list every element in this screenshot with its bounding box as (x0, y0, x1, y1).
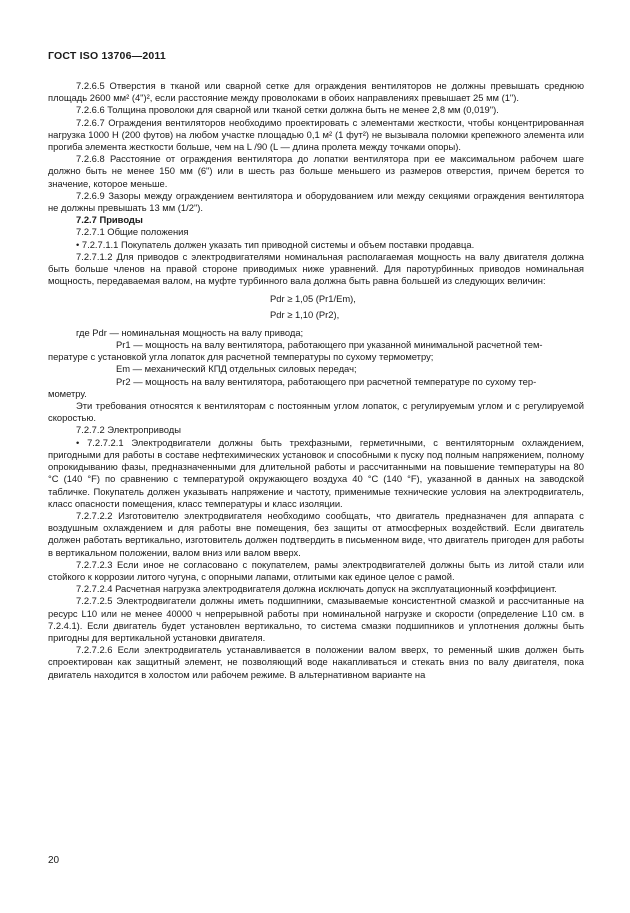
definition-pr2-continued: мометру. (48, 387, 87, 399)
paragraph-7-2-7-2-6: 7.2.7.2.6 Если электродвигатель устанавливается в положении валом вверх, то ременный шкив должен быть спроектирован как защитный элемент, не позволяющий воде накапливаться и стекать вниз по валу двигателя, пока двигатель находится в холостом или рабочем режиме. В альтернативном варианте на (48, 644, 584, 680)
paragraph-7-2-6-9: 7.2.6.9 Зазоры между ограждением вентилятора и оборудованием или между секциями ограждения вентилятора не должны превышать 13 мм (1/2"). (48, 189, 584, 214)
paragraph-7-2-7-2-5: 7.2.7.2.5 Электродвигатели должны иметь подшипники, смазываемые консистентной смазкой и рассчитанные на ресурс L10 или не менее 40000 ч непрерывной работы при номинальной нагрузке и скорости (определение L10 см. в 7.2.4.1). Если двигатель будет установлен вертикально, то система смазки подшипников и уплотнения должны быть пригодны для вертикальной установки двигателя. (48, 595, 584, 643)
paragraph-7-2-7-1: 7.2.7.1 Общие положения (76, 226, 189, 238)
definition-pr2: Pr2 — мощность на валу вентилятора, работающего при расчетной температуре по сухому тер- (116, 375, 537, 387)
formula-2: Pdr ≥ 1,10 (Pr2), (270, 308, 340, 320)
paragraph-7-2-6-6: 7.2.6.6 Толщина проволоки для сварной или тканой сетки должна быть не менее 2,8 мм (0,019"). (76, 104, 499, 116)
definition-pr1: Pr1 — мощность на валу вентилятора, работающего при указанной минимальной расчетной тем- (116, 339, 543, 351)
document-header: ГОСТ ISO 13706—2011 (48, 50, 166, 62)
section-heading-7-2-7: 7.2.7 Приводы (76, 214, 143, 226)
paragraph-7-2-7-2-2: 7.2.7.2.2 Изготовителю электродвигателя необходимо сообщать, что двигатель предназначен для аппарата с воздушным охлаждением и для работы вне помещения, без защиты от атмосферных воздействий. Если двигатель должен работать вертикально, изготовитель должен подтвердить в письменном виде, что двигатель пригоден для работы в вертикальном положении, валом вниз или валом вверх. (48, 509, 584, 558)
paragraph-requirements-note: Эти требования относятся к вентиляторам с постоянным углом лопаток, с регулируемым углом и с регулируемой скоростью. (48, 400, 584, 424)
formula-1: Pdr ≥ 1,05 (Pr1/Em), (270, 293, 356, 305)
document-body (48, 80, 584, 681)
definition-em: Em — механический КПД отдельных силовых передач; (116, 363, 357, 375)
paragraph-7-2-6-5: 7.2.6.5 Отверстия в тканой или сварной сетке для ограждения вентиляторов не должны превышать среднюю площадь 2600 мм² (4")², если расстояние между проволоками в обоих направлениях превышает 25 мм (1"). (48, 80, 584, 104)
definition-pdr: где Pdr — номинальная мощность на валу привода; (76, 326, 304, 338)
paragraph-7-2-6-7: 7.2.6.7 Ограждения вентиляторов необходимо проектировать с элементами жесткости, чтобы концентрированная нагрузка 1000 Н (200 футов) на любом участке площадью 0,1 м² (1 фут²) не вызывала поломки крепежного элемента или прогиба элемента жесткости больше, чем на L /90 (L — длина пролета между точками опоры). (48, 116, 584, 153)
page-number: 20 (48, 855, 60, 866)
paragraph-7-2-7-1-1: • 7.2.7.1.1 Покупатель должен указать тип приводной системы и объем поставки продавца. (76, 238, 475, 250)
paragraph-7-2-7-2-1: • 7.2.7.2.1 Электродвигатели должны быть трехфазными, герметичными, с вентиляторным охлаждением, пригодными для работы в составе нефтехимических установок и способными к пуску под полным напряжением, полному опрокидыванию фазы, предназначенными для длительной работы и рассчитанными на повышение температуры на 80 °C (140 °F) по сравнению с температурой окружающего воздуха 40 °C (140 °F), указанной в данных на заводской табличке. Покупатель должен указывать напряжение и частоту, применимые технические условия на электродвигатель, класс опасности помещения, класс температуры и класс изоляции. (48, 436, 584, 509)
definition-pr1-continued: пературе с установкой угла лопаток для расчетной температуры по сухому термометру; (48, 351, 434, 363)
paragraph-7-2-7-2: 7.2.7.2 Электроприводы (76, 424, 181, 436)
paragraph-7-2-7-2-4: 7.2.7.2.4 Расчетная нагрузка электродвигателя должна исключать допуск на эксплуатационный коэффициент. (76, 583, 557, 595)
paragraph-7-2-6-8: 7.2.6.8 Расстояние от ограждения вентилятора до лопатки вентилятора при ее максимальном рабочем шаге должно быть не менее 150 мм (6") или в шесть раз больше меньшего из размеров отверстия, причем берется то значение, которое меньше. (48, 153, 584, 189)
paragraph-7-2-7-1-2: 7.2.7.1.2 Для приводов с электродвигателями номинальная располагаемая мощность на валу двигателя должна быть больше членов на правой стороне приводимых ниже уравнений. Для паротурбинных приводов номинальная мощность, передаваемая валом, на муфте турбинного вала должна быть равна большей из следующих величин: (48, 250, 584, 287)
paragraph-7-2-7-2-3: 7.2.7.2.3 Если иное не согласовано с покупателем, рамы электродвигателей должны быть из литой стали или стойкого к коррозии литого чугуна, с опорными лапами, отлитыми как единое целое с рамой. (48, 558, 584, 582)
